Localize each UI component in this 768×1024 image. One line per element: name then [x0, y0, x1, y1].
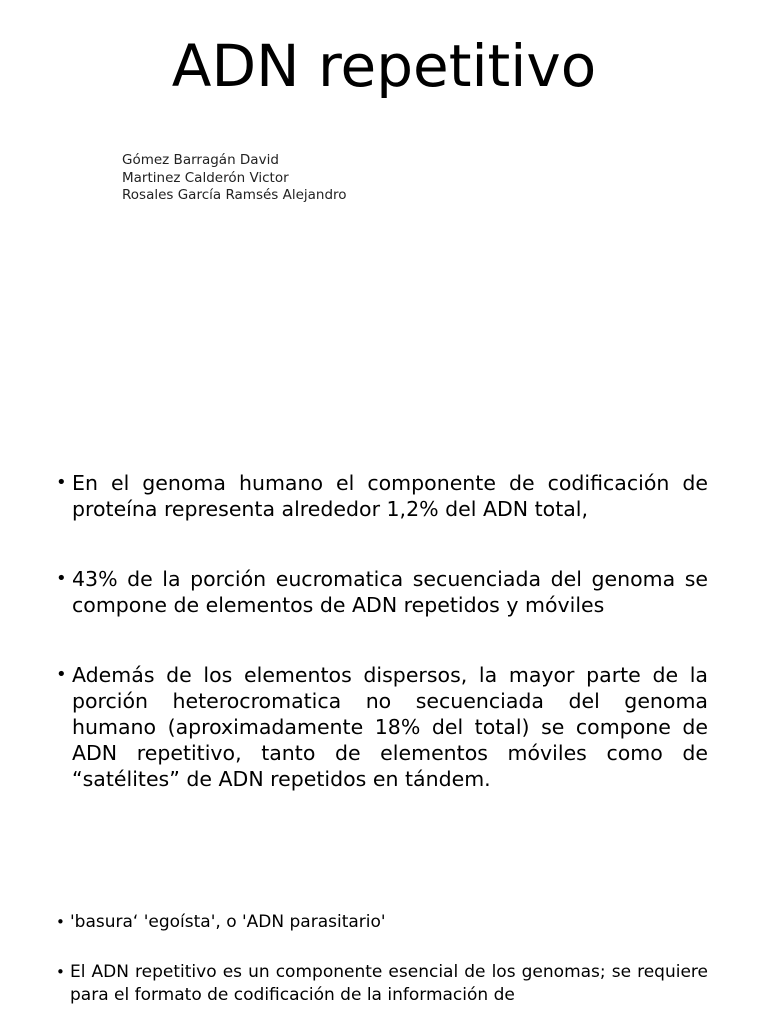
bullet-icon: • — [56, 963, 65, 981]
bullet-item — [56, 911, 708, 934]
bullet-text: Además de los elementos dispersos, la mayor parte de la porción heterocromatica no secuenciada del genoma humano (aproximadamente 18% del total) se compone de ADN repetitivo, tanto de elementos móviles como de “satélites” de ADN repetidos en tándem. — [72, 663, 708, 791]
bullet-item — [56, 961, 708, 1007]
bullet-text: El ADN repetitivo es un componente esencial de los genomas; se requiere para el formato de codificación de la información de — [70, 962, 708, 1005]
bullet-icon: • — [56, 913, 65, 931]
author-name: Martinez Calderón Victor — [122, 169, 289, 186]
author-name: Gómez Barragán David — [122, 152, 279, 168]
bullet-item — [56, 662, 708, 792]
author-list — [122, 152, 347, 205]
page-title: ADN repetitivo — [171, 32, 597, 100]
author-name: Rosales García Ramsés Alejandro — [122, 187, 347, 203]
bullet-text: 43% de la porción eucromatica secuenciada del genoma se compone de elementos de ADN repetidos y móviles — [72, 567, 708, 617]
secondary-bullet-list — [56, 911, 708, 1024]
bullet-icon: • — [56, 472, 67, 493]
bullet-icon: • — [56, 568, 67, 589]
bullet-text: 'basura‘ 'egoísta', o 'ADN parasitario' — [70, 912, 386, 932]
main-bullet-list — [56, 470, 708, 792]
bullet-item — [56, 566, 708, 618]
bullet-item — [56, 470, 708, 522]
bullet-icon: • — [56, 664, 67, 685]
bullet-text: En el genoma humano el componente de codificación de proteína representa alrededor 1,2% del ADN total, — [72, 471, 708, 521]
